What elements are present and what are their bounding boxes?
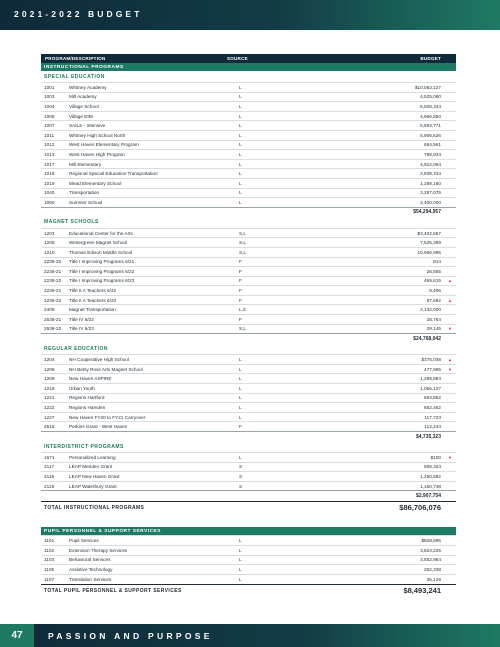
budget-value: 7,625,399: [420, 240, 441, 246]
program-code: 2616: [44, 424, 55, 430]
budget-amount: [329, 190, 456, 195]
program-code: 1107: [44, 576, 55, 582]
budget-value: $100: [430, 454, 441, 460]
budget-value: 814: [433, 259, 441, 265]
table-row: [41, 266, 456, 276]
table-row: [41, 324, 456, 334]
program-description: Mead Elementary School: [69, 180, 122, 186]
table-row: [41, 471, 456, 481]
program-description: West Haven Elementary Program: [69, 142, 139, 148]
funding-source: L: [239, 94, 242, 100]
program-description: Behavioral Services: [69, 557, 111, 563]
section-total: [41, 501, 456, 513]
funding-source: L: [239, 376, 242, 382]
budget-amount: [329, 548, 456, 553]
budget-value: 3,552,954: [420, 557, 441, 563]
header-program: PROGRAM/DESCRIPTION: [45, 56, 106, 61]
table-header: [41, 54, 456, 63]
funding-source: S,L: [239, 230, 247, 236]
group-header: INTERDISTRICT PROGRAMS: [44, 443, 124, 450]
sections-container: [41, 63, 456, 596]
program-code: 2238-22: [44, 278, 62, 284]
program-code: 2118: [44, 473, 55, 479]
section-total-label: TOTAL INSTRUCTIONAL PROGRAMS: [44, 504, 145, 511]
table-row: [41, 535, 456, 545]
table-row: [41, 149, 456, 159]
increase-arrow-icon: ▲: [448, 357, 452, 363]
increase-arrow-icon: ▲: [448, 297, 452, 303]
program-description: Whitney Academy: [69, 84, 107, 90]
program-description: Regional Special Education Transportation: [69, 171, 158, 177]
program-code: 1204: [44, 357, 55, 363]
budget-amount: [329, 104, 456, 109]
funding-source: F: [239, 316, 242, 322]
program-code: 1005: [44, 113, 55, 119]
funding-source: L: [239, 405, 242, 411]
budget-value: 1,289,160: [420, 180, 441, 186]
budget-value: 4,912,094: [420, 161, 441, 167]
program-code: 1017: [44, 161, 55, 167]
decrease-arrow-icon: ▼: [448, 454, 452, 460]
program-code: 1103: [44, 557, 55, 563]
program-description: Mill Elementary: [69, 161, 102, 167]
budget-amount: [329, 250, 456, 255]
table-row: [41, 452, 456, 462]
budget-value: 3,824,225: [420, 547, 441, 553]
budget-amount: [329, 181, 456, 186]
budget-value: 252,338: [424, 566, 441, 572]
budget-amount: [329, 171, 456, 176]
budget-value: 5,906,626: [420, 132, 441, 138]
program-description: LEAP Meriden Grant: [69, 464, 113, 470]
funding-source: L: [239, 180, 242, 186]
budget-value: $828,595: [421, 538, 441, 544]
table-row: [41, 421, 456, 431]
program-description: NH Cooperative High School: [69, 357, 129, 363]
table-row: [41, 564, 456, 574]
table-row: [41, 285, 456, 295]
budget-amount: [329, 376, 456, 381]
program-description: Regions Hamden: [69, 405, 106, 411]
program-description: Translation Services: [69, 576, 112, 582]
budget-value: 2,132,000: [420, 307, 441, 313]
section-total-label: TOTAL PUPIL PERSONNEL & SUPPORT SERVICES: [44, 587, 182, 594]
budget-value: 28,764: [426, 316, 441, 322]
table-row: [41, 373, 456, 383]
program-code: 1221: [44, 395, 55, 401]
funding-source: L: [239, 84, 242, 90]
program-description: Pupil Services: [69, 538, 99, 544]
program-description: Whitney High School North: [69, 132, 126, 138]
group-subtotal: $54,294,957: [41, 207, 456, 217]
funding-source: L: [239, 576, 242, 582]
funding-source: S: [239, 464, 243, 470]
funding-source: L: [239, 190, 242, 196]
program-description: Title II A Teachers 6/22: [69, 288, 117, 294]
budget-value: 652,462: [424, 405, 441, 411]
funding-source: S: [239, 473, 243, 479]
budget-amount: [329, 395, 456, 400]
budget-table: [41, 54, 456, 596]
section-total-value: $86,706,076: [399, 503, 441, 513]
table-row: [41, 178, 456, 188]
program-description: Thomas Edison Middle School: [69, 249, 133, 255]
budget-amount: [329, 152, 456, 157]
budget-amount: [329, 114, 456, 119]
budget-amount: [329, 577, 456, 582]
table-row: [41, 555, 456, 565]
program-description: Title IV 6/22: [69, 316, 94, 322]
budget-amount: [329, 317, 456, 322]
table-row: [41, 247, 456, 257]
funding-source: L: [239, 547, 242, 553]
budget-amount: [329, 200, 456, 205]
budget-value: 87,692: [426, 297, 441, 303]
budget-amount: [329, 288, 456, 293]
funding-source: L: [239, 414, 242, 420]
table-row: [41, 120, 456, 130]
budget-value: 1,250,592: [420, 473, 441, 479]
budget-amount: [329, 307, 456, 312]
program-description: NH Betsy Ross Arts Magnet School: [69, 366, 143, 372]
budget-amount: [329, 386, 456, 391]
header-budget: BUDGET: [420, 56, 441, 61]
table-row: [41, 295, 456, 305]
table-row: [41, 228, 456, 238]
group-subtotal: $4,735,323: [41, 431, 456, 441]
funding-source: L: [239, 151, 242, 157]
budget-value: 4,966,850: [420, 113, 441, 119]
budget-amount: [329, 424, 456, 429]
table-row: [41, 82, 456, 92]
program-code: 1003: [44, 94, 55, 100]
budget-value: $375,038: [421, 357, 441, 363]
table-row: [41, 130, 456, 140]
decrease-arrow-icon: ▼: [448, 366, 452, 372]
funding-source: F: [239, 259, 242, 265]
budget-amount: [329, 567, 456, 572]
program-code: 1210: [44, 249, 55, 255]
funding-source: L: [239, 142, 242, 148]
budget-amount: [329, 133, 456, 138]
budget-amount: [329, 85, 456, 90]
budget-value: $3,402,657: [417, 230, 441, 236]
page-title: 2021-2022 BUDGET: [14, 9, 143, 19]
funding-source: S,L: [239, 326, 247, 332]
funding-source: L: [239, 123, 242, 129]
program-description: Title IV 6/23: [69, 326, 94, 332]
funding-source: L: [239, 199, 242, 205]
budget-value: 2,839,334: [420, 171, 441, 177]
decrease-arrow-icon: ▼: [448, 326, 452, 332]
budget-value: 1,289,883: [420, 376, 441, 382]
table-row: [41, 92, 456, 102]
program-code: 2238-20: [44, 259, 62, 265]
program-description: Title II A Teachers 6/23: [69, 297, 117, 303]
budget-amount: [329, 240, 456, 245]
budget-amount: [329, 474, 456, 479]
budget-value: 112,244: [424, 424, 441, 430]
program-code: 2119: [44, 483, 55, 489]
budget-value: 506,324: [424, 464, 441, 470]
funding-source: S,L: [239, 240, 247, 246]
funding-source: L: [239, 538, 242, 544]
program-code: 2638-22: [44, 326, 62, 332]
table-row: [41, 197, 456, 207]
funding-source: L,S: [239, 307, 247, 313]
program-description: Urban Youth: [69, 385, 95, 391]
budget-value: 469,615: [424, 278, 441, 284]
program-code: 2239-21: [44, 288, 62, 294]
program-description: Perkins Grant - West Haven: [69, 424, 128, 430]
budget-value: 3,287,075: [420, 190, 441, 196]
program-code: 1101: [44, 538, 55, 544]
program-code: 1218: [44, 385, 55, 391]
budget-amount: [329, 405, 456, 410]
budget-value: 653,852: [424, 395, 441, 401]
budget-amount: [329, 278, 456, 283]
budget-value: 8,406: [429, 288, 441, 294]
table-row: [41, 101, 456, 111]
program-description: Personalized Learning: [69, 454, 116, 460]
budget-value: 1,150,738: [420, 483, 441, 489]
program-code: 1001: [44, 84, 55, 90]
program-code: 1004: [44, 103, 55, 109]
program-code: 1019: [44, 180, 55, 186]
budget-amount: [329, 269, 456, 274]
group-header: SPECIAL EDUCATION: [44, 73, 105, 80]
program-code: 1203: [44, 230, 55, 236]
program-code: 1671: [44, 454, 55, 460]
budget-amount: [329, 367, 456, 372]
budget-amount: [329, 298, 456, 303]
budget-value: 798,934: [424, 151, 441, 157]
program-code: 1018: [44, 171, 55, 177]
budget-value: 5,593,771: [420, 123, 441, 129]
program-code: 2239-22: [44, 297, 62, 303]
table-row: [41, 383, 456, 393]
funding-source: F: [239, 288, 242, 294]
budget-value: 6,928,344: [420, 103, 441, 109]
table-row: [41, 393, 456, 403]
table-row: [41, 574, 456, 584]
program-description: Title I Improving Programs 6/23: [69, 278, 135, 284]
budget-amount: [329, 231, 456, 236]
program-description: Assistive Technology: [69, 566, 113, 572]
funding-source: S: [239, 483, 243, 489]
budget-amount: [329, 326, 456, 331]
footer-tagline: PASSION AND PURPOSE: [48, 631, 213, 641]
budget-amount: [329, 455, 456, 460]
group-subtotal: $24,768,042: [41, 333, 456, 343]
budget-value: 4,525,080: [420, 94, 441, 100]
funding-source: F: [239, 278, 242, 284]
funding-source: L: [239, 357, 242, 363]
program-description: SAILS - Intensive: [69, 123, 106, 129]
increase-arrow-icon: ▲: [448, 278, 452, 284]
budget-amount: [329, 557, 456, 562]
funding-source: L: [239, 454, 242, 460]
program-description: Mill Academy: [69, 94, 97, 100]
funding-source: L: [239, 161, 242, 167]
program-description: Summer School: [69, 199, 103, 205]
table-row: [41, 314, 456, 324]
budget-amount: [329, 259, 456, 264]
table-row: [41, 111, 456, 121]
program-description: West Haven High Program: [69, 151, 125, 157]
program-description: New Haven ASPIRE: [69, 376, 112, 382]
budget-value: $10,063,127: [414, 84, 441, 90]
program-description: Village School: [69, 103, 99, 109]
budget-value: 29,145: [426, 326, 441, 332]
funding-source: L: [239, 171, 242, 177]
program-description: Regions Hartford: [69, 395, 105, 401]
program-code: 2405: [44, 307, 55, 313]
table-row: [41, 276, 456, 286]
budget-amount: [329, 415, 456, 420]
program-code: 1013: [44, 151, 55, 157]
program-description: Transportation: [69, 190, 100, 196]
program-code: 1222: [44, 405, 55, 411]
budget-value: 2,400,000: [420, 199, 441, 205]
table-row: [41, 304, 456, 314]
footer-banner: [0, 624, 500, 647]
budget-amount: [329, 484, 456, 489]
program-description: Magnet Transportation: [69, 307, 116, 313]
budget-value: 477,995: [424, 366, 441, 372]
funding-source: L: [239, 132, 242, 138]
budget-value: 117,723: [424, 414, 441, 420]
funding-source: L: [239, 395, 242, 401]
program-description: LEAP Waterbury Grant: [69, 483, 117, 489]
header-source: SOURCE: [227, 56, 248, 61]
funding-source: L: [239, 113, 242, 119]
funding-source: L: [239, 557, 242, 563]
program-description: Educational Center for the Arts: [69, 230, 133, 236]
budget-amount: [329, 357, 456, 362]
budget-amount: [329, 464, 456, 469]
program-code: 2238-21: [44, 268, 62, 274]
group-header: MAGNET SCHOOLS: [44, 219, 99, 226]
program-code: 1209: [44, 376, 55, 382]
funding-source: L: [239, 566, 242, 572]
program-description: Title I Improving Programs 6/22: [69, 268, 135, 274]
budget-value: 26,555: [426, 268, 441, 274]
program-code: 1102: [44, 547, 55, 553]
funding-source: F: [239, 297, 242, 303]
program-code: 1007: [44, 123, 55, 129]
section-header: PUPIL PERSONNEL & SUPPORT SERVICES: [41, 527, 456, 535]
funding-source: L: [239, 366, 242, 372]
program-code: 1205: [44, 240, 55, 246]
program-code: 1206: [44, 366, 55, 372]
budget-value: 35,129: [426, 576, 441, 582]
funding-source: L: [239, 103, 242, 109]
group-header: REGULAR EDUCATION: [44, 345, 108, 352]
budget-value: 10,956,995: [417, 249, 441, 255]
program-code: 2638-21: [44, 316, 62, 322]
program-description: New Haven FY20 to FY21 Carryover: [69, 414, 146, 420]
section-header: INSTRUCTIONAL PROGRAMS: [41, 63, 456, 71]
table-row: [41, 159, 456, 169]
section-total-value: $8,493,241: [403, 586, 441, 596]
program-description: Village EIBI: [69, 113, 94, 119]
program-code: 1060: [44, 199, 55, 205]
budget-amount: [329, 142, 456, 147]
program-description: LEAP New Haven Grant: [69, 473, 120, 479]
table-row: [41, 140, 456, 150]
section-gap: [41, 513, 456, 527]
table-row: [41, 412, 456, 422]
program-description: Title I Improving Programs 6/21: [69, 259, 135, 265]
program-code: 1012: [44, 142, 55, 148]
budget-amount: [329, 123, 456, 128]
funding-source: L: [239, 385, 242, 391]
table-row: [41, 364, 456, 374]
table-row: [41, 481, 456, 491]
table-row: [41, 237, 456, 247]
table-row: [41, 257, 456, 267]
table-row: [41, 402, 456, 412]
budget-amount: [329, 162, 456, 167]
budget-value: 654,561: [424, 142, 441, 148]
funding-source: F: [239, 424, 242, 430]
budget-value: 1,056,127: [420, 385, 441, 391]
program-code: 1105: [44, 566, 55, 572]
table-row: [41, 354, 456, 364]
table-row: [41, 188, 456, 198]
program-description: Wintergreen Magnet School: [69, 240, 128, 246]
table-row: [41, 462, 456, 472]
page-number: 47: [0, 624, 34, 647]
table-row: [41, 168, 456, 178]
budget-amount: [329, 538, 456, 543]
group-subtotal: $2,907,754: [41, 490, 456, 500]
program-description: Extension Therapy Services: [69, 547, 128, 553]
program-code: 1011: [44, 132, 55, 138]
program-code: 1040: [44, 190, 55, 196]
top-banner: [0, 0, 500, 30]
budget-amount: [329, 94, 456, 99]
funding-source: F: [239, 268, 242, 274]
funding-source: S,L: [239, 249, 247, 255]
section-total: [41, 584, 456, 596]
program-code: 2117: [44, 464, 55, 470]
table-row: [41, 545, 456, 555]
program-code: 1227: [44, 414, 55, 420]
